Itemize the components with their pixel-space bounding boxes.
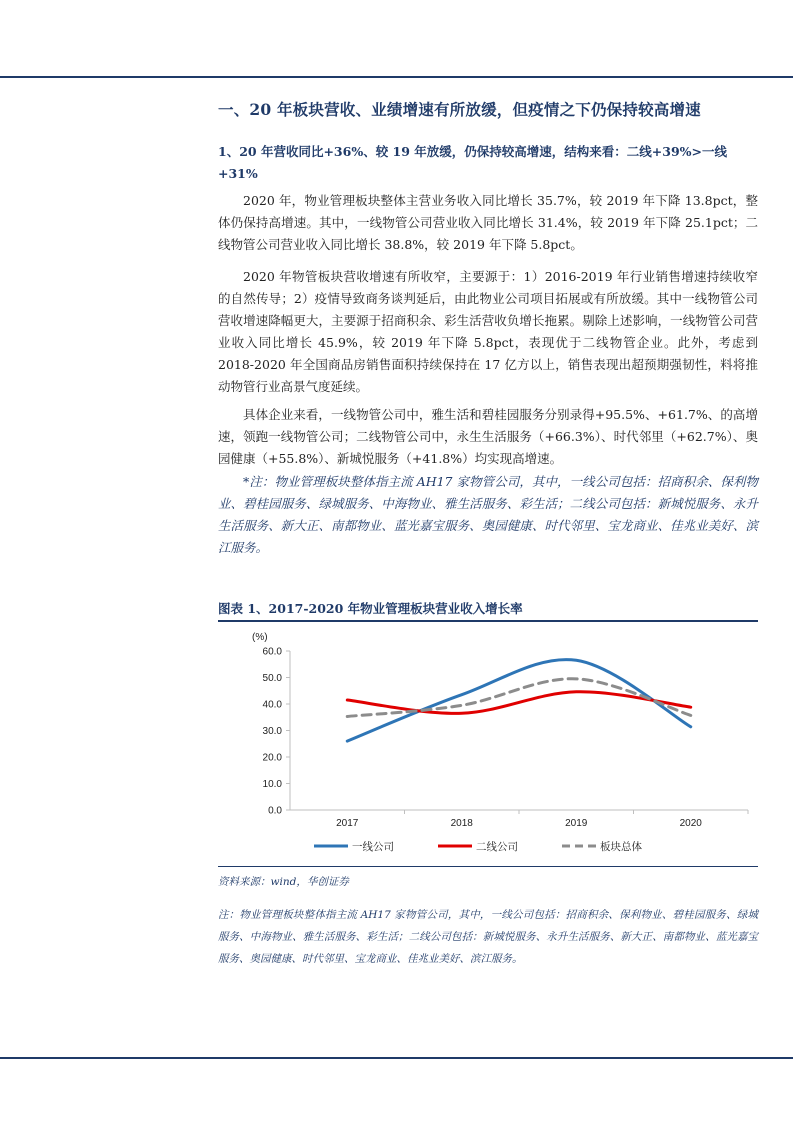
growth-line-chart: [218, 624, 758, 864]
legend-label-1: 一线公司: [352, 841, 394, 853]
y-tick-label: 60.0: [262, 646, 282, 658]
section-heading: 一、20 年板块营收、业绩增速有所放缓，但疫情之下仍保持较高增速: [218, 100, 701, 119]
x-tick-label: 2017: [336, 818, 359, 829]
series-line-1: [347, 660, 691, 742]
y-tick-label: 50.0: [262, 673, 282, 684]
figure-source: 资料来源：wind，华创证券: [218, 876, 349, 888]
y-tick-label: 10.0: [262, 779, 282, 790]
paragraph-2: 2020 年物管板块营收增速有所收窄，主要源于：1）2016-2019 年行业销售增速持续收窄的自然传导；2）疫情导致商务谈判延后，由此物业公司项目拓展或有所放缓。其中一线物管公司营收增速降幅更大，主要源于招商积余、彩生活营收负增长拖累。剔除上述影响，一线物管公司营业收入同比增长 45.9%，较 2019 年下降 5.8pct，表现优于二线物管企业。此外，考虑到 2018-2020 年全国商品房销售面积持续保持在 17 亿方以上，销售表现出超预期强韧性，料将推动物管行业高景气度延续。: [218, 269, 758, 394]
figure-title: 图表 1、2017-2020 年物业管理板块营业收入增长率: [218, 601, 523, 616]
figure-bottom-rule: [218, 866, 758, 867]
x-tick-labels: [336, 818, 702, 829]
subsection-heading: 1、20 年营收同比+36%、较 19 年放缓，仍保持较高增速，结构来看：二线+39%>一线+31%: [218, 144, 728, 181]
x-tick-label: 2018: [450, 818, 473, 829]
y-tick-labels: [263, 647, 283, 817]
footer-rule: [0, 1057, 793, 1059]
paragraph-1: 2020 年，物业管理板块整体主营业务收入同比增长 35.7%，较 2019 年下降 13.8pct，整体仍保持高增速。其中，一线物管公司营业收入同比增长 31.4%，较 2019 年下降 25.1pct；二线物管公司营业收入同比增长 38.8%，较 2019 年下降 5.8pct。: [218, 193, 758, 252]
x-tick-label: 2019: [565, 818, 588, 829]
figure-title-rule: [218, 620, 758, 622]
y-tick-label: 30.0: [262, 726, 282, 737]
legend-label-2: 二线公司: [476, 841, 518, 853]
chart-axes: [286, 651, 748, 814]
y-tick-label: 40.0: [262, 699, 282, 711]
header-rule: [0, 76, 793, 78]
body-note: *注：物业管理板块整体指主流 AH17 家物管公司，其中，一线公司包括：招商积余、保利物业、碧桂园服务、绿城服务、中海物业、雅生活服务、彩生活；二线公司包括：新城悦服务、永升生活服务、新大正、南都物业、蓝光嘉宝服务、奥园健康、时代邻里、宝龙商业、佳兆业美好、滨江服务。: [218, 474, 758, 555]
series-lines: [347, 660, 691, 742]
y-axis-unit-label: (%): [252, 632, 268, 643]
x-tick-label: 2020: [679, 818, 702, 829]
figure-note: 注：物业管理板块整体指主流 AH17 家物管公司，其中，一线公司包括：招商积余、保利物业、碧桂园服务、绿城服务、中海物业、雅生活服务、彩生活；二线公司包括：新城悦服务、永升生活服务、新大正、南都物业、蓝光嘉宝服务、奥园健康、时代邻里、宝龙商业、佳兆业美好、滨江服务。: [218, 909, 758, 965]
y-tick-label: 20.0: [262, 752, 282, 764]
y-tick-label: 0.0: [268, 805, 282, 817]
series-line-2: [347, 692, 691, 714]
paragraph-3: 具体企业来看，一线物管公司中，雅生活和碧桂园服务分别录得+95.5%、+61.7%、的高增速，领跑一线物管公司；二线物管公司中，永生生活服务（+66.3%）、时代邻里（+62.7%）、奥园健康（+55.8%）、新城悦服务（+41.8%）均实现高增速。: [218, 407, 758, 466]
chart-legend: [314, 840, 642, 853]
legend-label-3: 板块总体: [600, 841, 642, 853]
